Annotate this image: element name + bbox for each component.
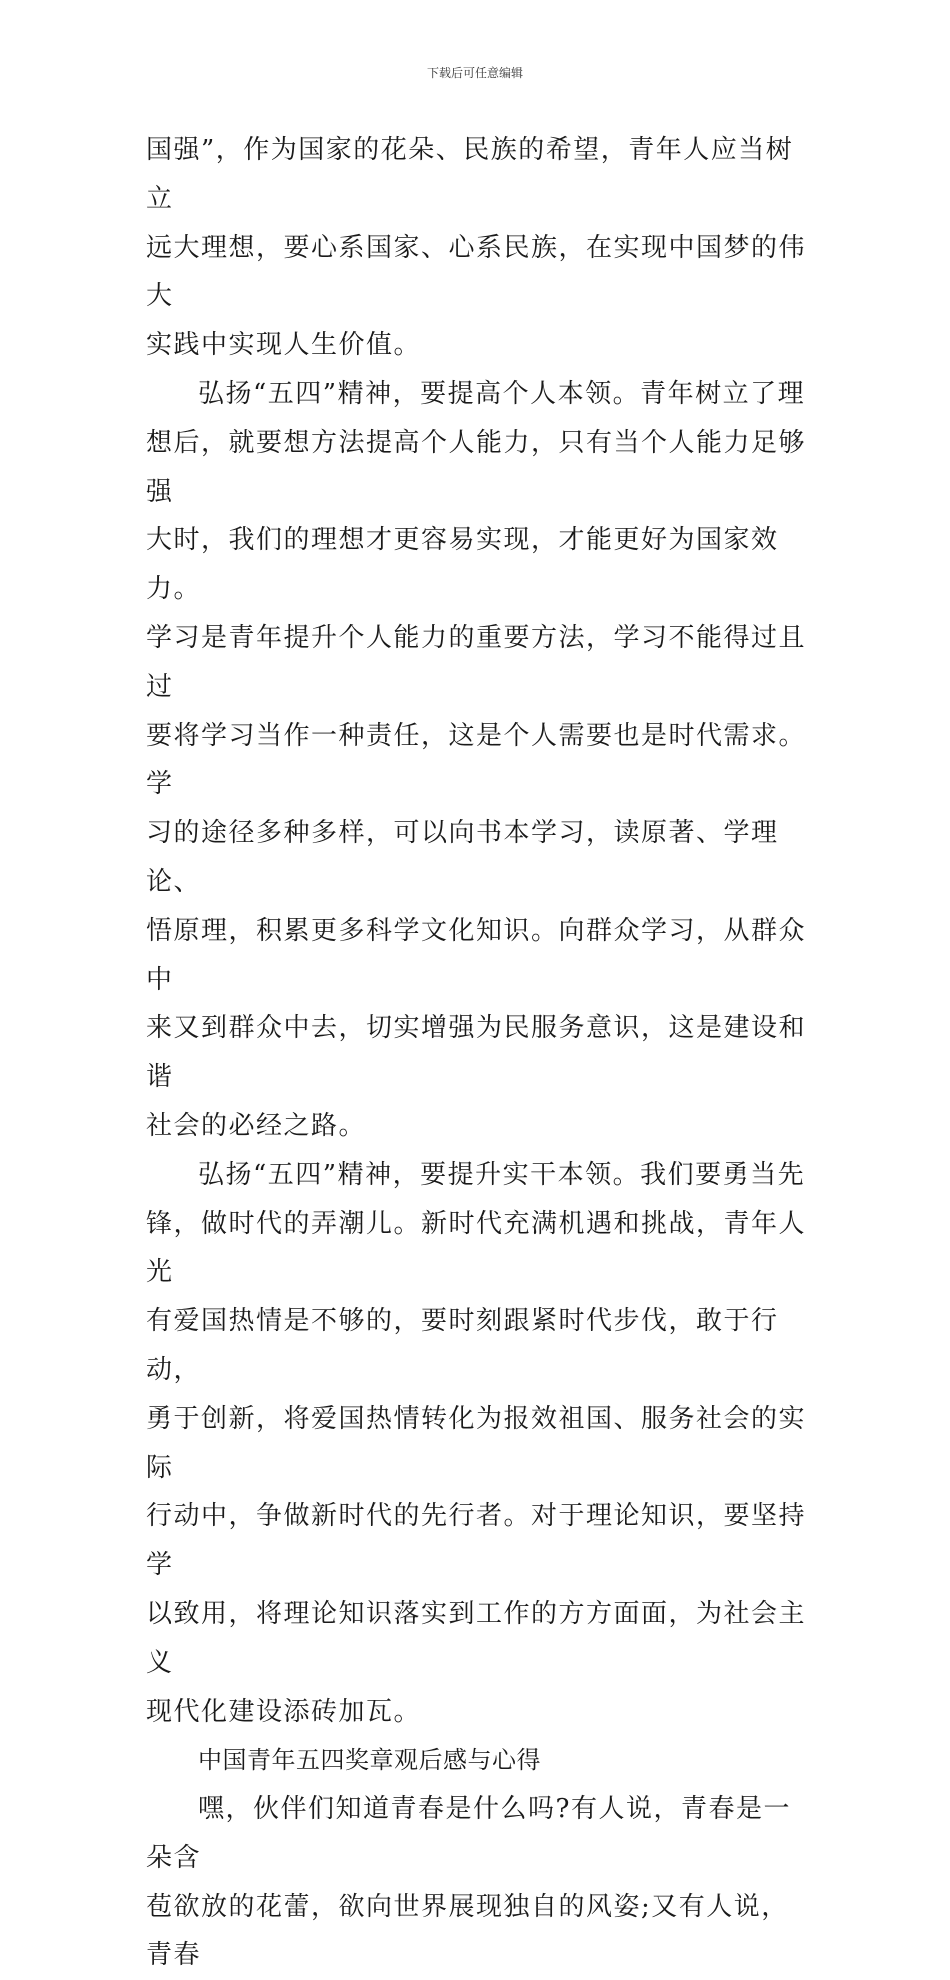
text-line: 现代化建设添砖加瓦。 — [146, 1696, 422, 1727]
text-line: 行动中，争做新时代的先行者。对于理论知识，要坚持学 — [146, 1501, 807, 1581]
text-line: 以致用，将理论知识落实到工作的方方面面，为社会主义 — [146, 1598, 807, 1678]
text-line: 想后，就要想方法提高个人能力，只有当个人能力足够强 — [146, 427, 807, 507]
page-header: 下载后可任意编辑 — [426, 66, 523, 80]
text-line: 社会的必经之路。 — [146, 1110, 367, 1141]
text-line: 苞欲放的花蕾，欲向世界展现独自的风姿;又有人说，青春 — [146, 1891, 789, 1971]
section-title: 中国青年五四奖章观后感与心得 — [198, 1746, 541, 1775]
paragraph-intro-continued — [146, 126, 806, 370]
paragraph-practical-skills — [146, 1151, 806, 1737]
document-body — [146, 126, 806, 1980]
text-line: 习的途径多种多样，可以向书本学习，读原著、学理论、 — [146, 818, 779, 897]
text-line: 来又到群众中去，切实增强为民服务意识，这是建设和谐 — [146, 1013, 807, 1093]
text-line: 远大理想，要心系国家、心系民族，在实现中国梦的伟大 — [146, 232, 807, 312]
paragraph-youth-question — [146, 1785, 806, 1980]
text-line: 勇于创新，将爱国热情转化为报效祖国、服务社会的实际 — [146, 1403, 807, 1483]
text-line: 嘿，伙伴们知道青春是什么吗?有人说，青春是一朵含 — [146, 1794, 791, 1873]
text-line: 锋，做时代的弄潮儿。新时代充满机遇和挑战，青年人光 — [146, 1208, 807, 1288]
text-line: 学习是青年提升个人能力的重要方法，学习不能得过且过 — [146, 622, 807, 702]
text-line: 实践中实现人生价值。 — [146, 330, 422, 361]
text-line: 要将学习当作一种责任，这是个人需要也是时代需求。学 — [146, 720, 807, 800]
text-line: 弘扬“五四”精神，要提升实干本领。我们要勇当先 — [198, 1159, 806, 1190]
text-line: 国强”，作为国家的花朵、民族的希望，青年人应当树立 — [146, 135, 794, 214]
text-line: 大时，我们的理想才更容易实现，才能更好为国家效力。 — [146, 525, 779, 605]
text-line: 弘扬“五四”精神，要提高个人本领。青年树立了理 — [198, 378, 806, 409]
text-line: 有爱国热情是不够的，要时刻跟紧时代步伐，敢于行动， — [146, 1306, 779, 1385]
paragraph-improve-ability — [146, 370, 806, 1151]
text-line: 悟原理，积累更多科学文化知识。向群众学习，从群众中 — [146, 915, 807, 995]
